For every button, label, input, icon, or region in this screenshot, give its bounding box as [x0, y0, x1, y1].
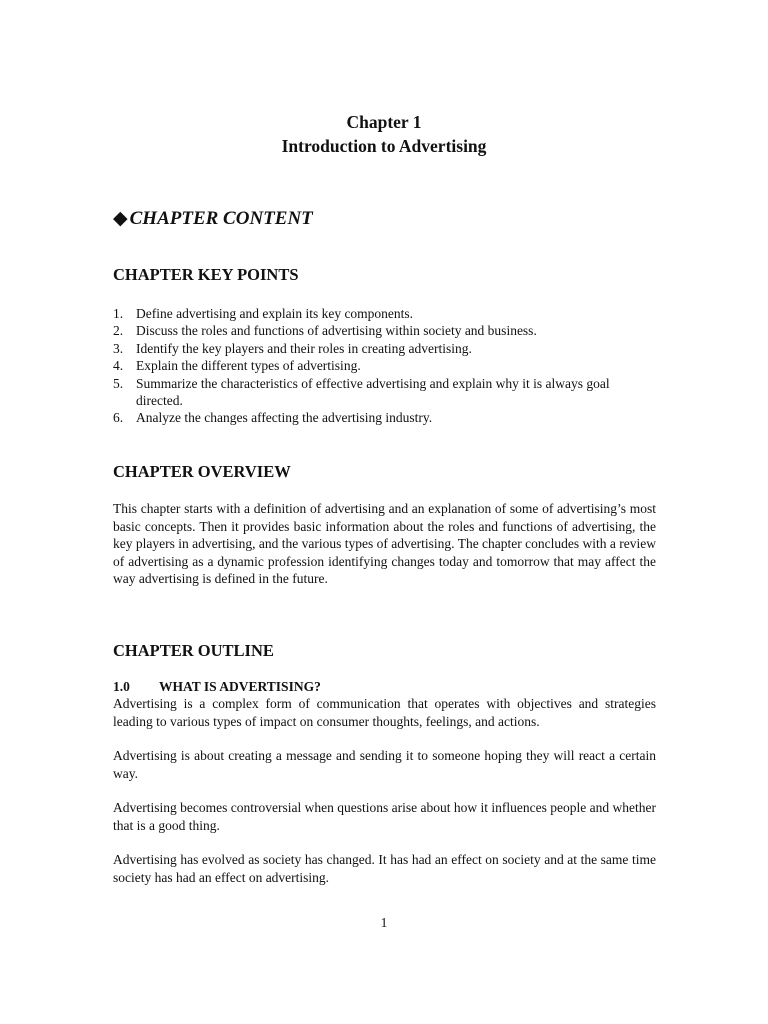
outline-paragraph: Advertising has evolved as society has changed. It has had an effect on society and at the same time society has had an effect on advertising. — [113, 852, 656, 885]
outline-section-heading — [113, 678, 321, 695]
chapter-label: Chapter 1 — [346, 112, 422, 132]
key-points-heading: CHAPTER KEY POINTS — [113, 265, 299, 284]
overview-heading: CHAPTER OVERVIEW — [113, 462, 291, 481]
list-item: 4. Explain the different types of advertising. — [113, 358, 361, 374]
list-item: 6. Analyze the changes affecting the advertising industry. — [113, 410, 433, 426]
outline-paragraph: Advertising is about creating a message and sending it to someone hoping they will react a certain way. — [113, 748, 656, 781]
list-item: 5. Summarize the characteristics of effective advertising and explain why it is always goal directed. — [113, 375, 610, 409]
chapter-content-heading — [113, 206, 313, 232]
chapter-title: Introduction to Advertising — [281, 136, 487, 156]
diamond-bullet-icon: ◆ — [113, 208, 128, 229]
chapter-content-label: CHAPTER CONTENT — [129, 208, 313, 229]
title-block — [0, 110, 768, 158]
outline-paragraph: Advertising becomes controversial when questions arise about how it influences people and whether that is a good thing. — [113, 800, 656, 833]
outline-paragraph: Advertising is a complex form of communication that operates with objectives and strategies leading to various types of impact on consumer thoughts, feelings, and actions. — [113, 696, 656, 729]
page-number: 1 — [380, 915, 388, 930]
overview-paragraph: This chapter starts with a definition of advertising and an explanation of some of advertising’s most basic concepts. Then it provides basic information about the roles and functions of advertising, the key players in advertising, and the various types of advertising. The chapter concludes with a review of advertising as a dynamic profession identifying changes today and tomorrow that may affect the way advertising is defined in the future. — [113, 501, 656, 587]
list-item: 2. Discuss the roles and functions of advertising within society and business. — [113, 323, 537, 339]
key-points-list — [113, 305, 658, 427]
section-title: WHAT IS ADVERTISING? — [159, 679, 321, 694]
list-item: 1. Define advertising and explain its key components. — [113, 306, 414, 321]
list-item: 3. Identify the key players and their roles in creating advertising. — [113, 340, 472, 356]
section-number: 1.0 — [113, 679, 130, 694]
outline-heading: CHAPTER OUTLINE — [113, 641, 274, 660]
